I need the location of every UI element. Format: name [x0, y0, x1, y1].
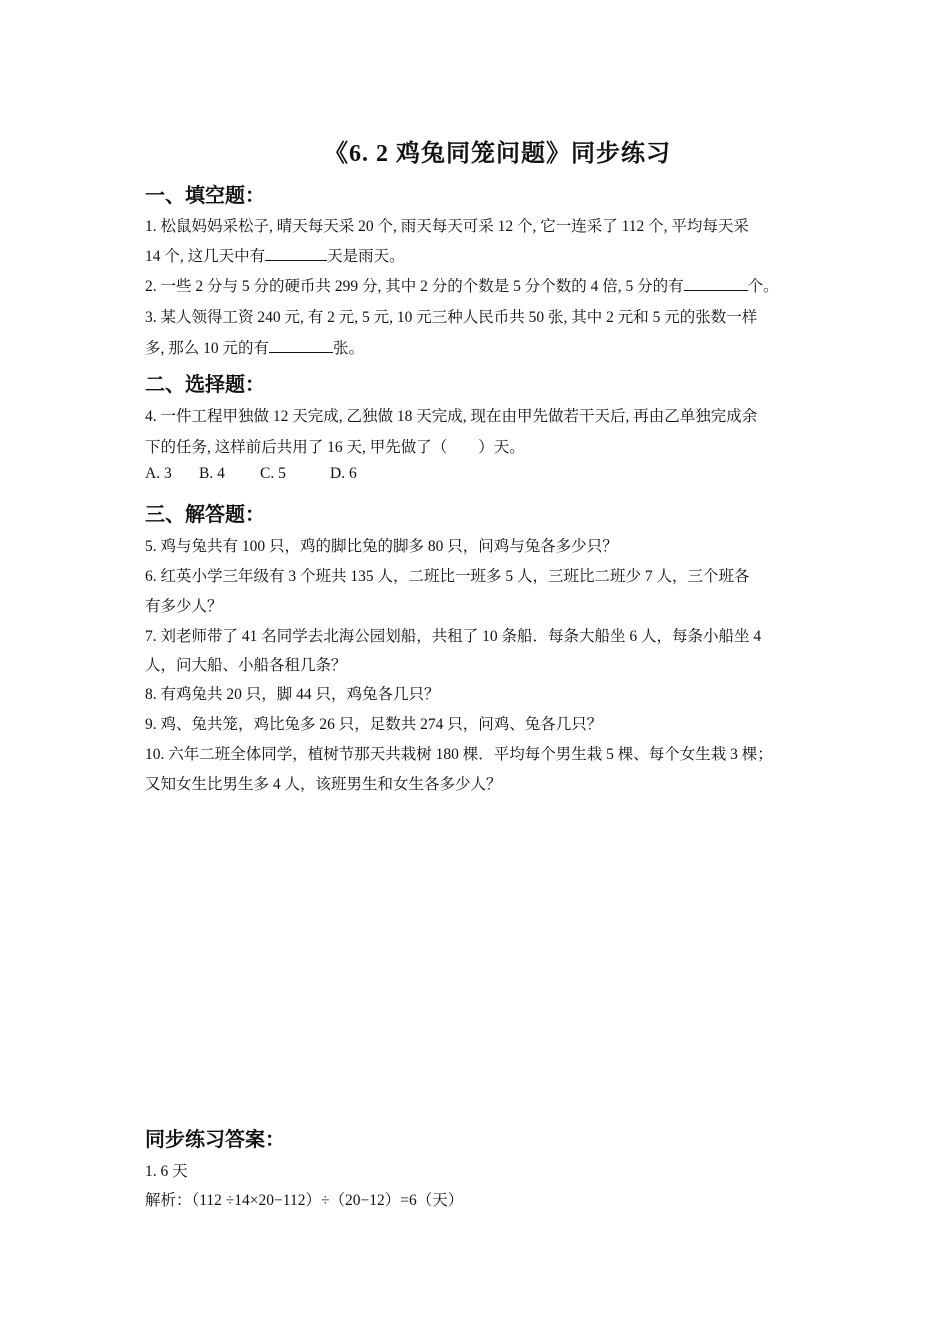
question-4-options — [145, 465, 357, 483]
option-d: D. 6 — [330, 465, 357, 482]
option-c: C. 5 — [260, 465, 286, 482]
question-9: 9. 鸡、兔共笼，鸡比兔多 26 只，足数共 274 只，问鸡、兔各几只？ — [145, 716, 603, 733]
option-b: B. 4 — [199, 465, 225, 482]
question-1-line-2 — [145, 244, 405, 266]
question-2-text-a: 2. 一些 2 分与 5 分的硬币共 299 分, 其中 2 分的个数是 5 分个数的 4 倍, 5 分的有 — [145, 278, 684, 295]
question-10-line-2: 又知女生比男生多 4 人，该班男生和女生各多少人？ — [145, 776, 502, 793]
question-7-line-1: 7. 刘老师带了 41 名同学去北海公园划船，共租了 10 条船．每条大船坐 6 人，每条小船坐 4 — [145, 628, 762, 645]
answers-heading: 同步练习答案： — [145, 1127, 285, 1151]
question-1-text-b: 天是雨天。 — [327, 248, 405, 265]
question-3-line-1: 3. 某人领得工资 240 元, 有 2 元, 5 元, 10 元三种人民币共 50 张, 其中 2 元和 5 元的张数一样 — [145, 309, 758, 326]
question-4-line-2: 下的任务, 这样前后共用了 16 天, 甲先做了（ ）天。 — [145, 439, 525, 456]
question-6-line-1: 6. 红英小学三年级有 3 个班共 135 人，二班比一班多 5 人，三班比二班少 7 人，三个班各 — [145, 568, 750, 585]
question-2 — [145, 274, 779, 296]
answer-1: 1. 6 天 — [145, 1163, 188, 1180]
section-heading-solve: 三、解答题： — [145, 502, 265, 526]
question-5: 5. 鸡与兔共有 100 只，鸡的脚比兔的脚多 80 只，问鸡与兔各多少只？ — [145, 538, 618, 555]
question-8: 8. 有鸡兔共 20 只，脚 44 只，鸡兔各几只？ — [145, 686, 440, 703]
question-3-text-a: 多, 那么 10 元的有 — [145, 340, 270, 357]
question-1-line-1: 1. 松鼠妈妈采松子, 晴天每天采 20 个, 雨天每天可采 12 个, 它一连采了 112 个, 平均每天采 — [145, 218, 749, 235]
section-heading-choice: 二、选择题： — [145, 372, 265, 396]
option-a: A. 3 — [145, 465, 172, 482]
section-heading-fill: 一、填空题： — [145, 183, 265, 207]
answer-1-explanation: 解析：（112 ÷14×20−112）÷（20−12）=6（天） — [145, 1192, 464, 1209]
question-6-line-2: 有多少人？ — [145, 598, 223, 615]
answer-blank — [684, 276, 748, 291]
answer-blank — [269, 338, 333, 353]
question-3-text-b: 张。 — [333, 340, 365, 357]
question-10-line-1: 10. 六年二班全体同学，植树节那天共栽树 180 棵．平均每个男生栽 5 棵、每个女生栽 3 棵； — [145, 746, 773, 763]
question-1-text-a: 14 个, 这几天中有 — [145, 248, 266, 265]
question-2-text-b: 个。 — [747, 278, 779, 295]
question-3-line-2 — [145, 336, 364, 358]
answer-blank — [265, 246, 327, 261]
question-7-line-2: 人，问大船、小船各租几条？ — [145, 657, 347, 674]
question-4-line-1: 4. 一件工程甲独做 12 天完成, 乙独做 18 天完成, 现在由甲先做若干天后, 再由乙单独完成余 — [145, 408, 758, 425]
page-title: 《6. 2 鸡兔同笼问题》同步练习 — [324, 141, 671, 167]
